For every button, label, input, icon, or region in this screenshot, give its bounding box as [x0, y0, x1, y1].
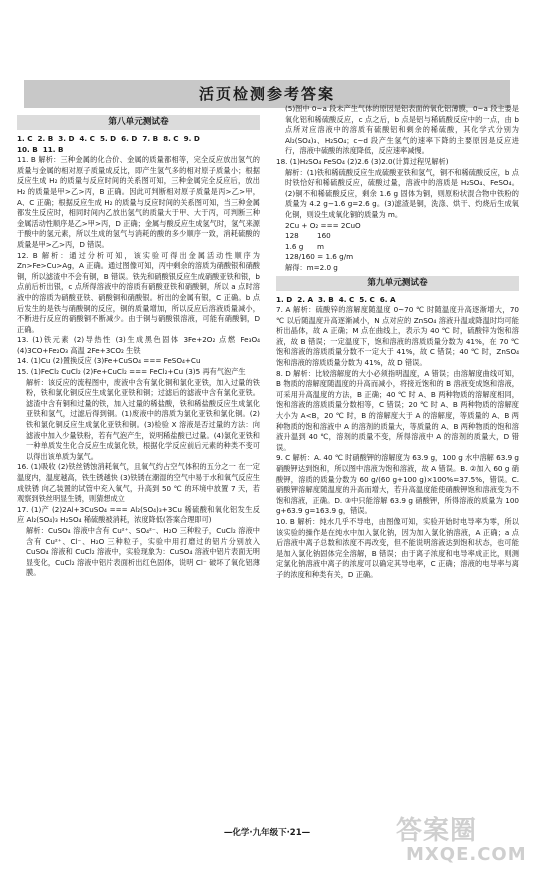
calc-result: 解得：m=2.0 g	[285, 262, 338, 272]
unit8-title: 第八单元测试卷	[17, 115, 260, 130]
q18-answer: 18. (1)H₂SO₄ FeSO₄ (2)2.6 (3)2.0(计算过程见解析)	[276, 156, 449, 166]
q17-explanation: 解析：CuSO₄ 溶液中含有 Cu²⁺、SO₄²⁻、H₂O 三种粒子，CuCl₂ 溶液中含有 Cu²⁺、Cl⁻、H₂O 三种粒子，实验中用打磨过的铝片分别放入 CuSO₄ 溶液和 CuCl₂ 溶液中，实验现象为：CuSO₄ 溶液中铝片表面无明显变化，CuCl₂ 溶液中铝片表面析出红色固体，说明 Cl⁻ 破坏了氧化铝薄膜。	[26, 525, 260, 578]
q15-explanation: 解析：该反应的流程图中，废液中含有氯化铜和氯化亚铁，加入过量的铁粉，铁和氯化铜反应生成氯化亚铁和铜；过滤后的滤液中含有氯化亚铁。滤渣中含有铜和过量的铁，加入过量的稀盐酸，铁和稀盐酸反应生成氯化亚铁和氢气，过滤后得到铜。(1)废液中的溶质为氯化亚铁和氯化铜。(2)铁和氯化铜反应生成氯化亚铁和铜。(3)检验 X 溶液是否过量的方法：向滤液中加入少量铁粉，若有气泡产生，说明稀盐酸已过量。(4)氯化亚铁和一种单质发生化合反应生成氯化铁，根据化学反应前后元素的种类不变可以得出该单质为氯气。	[26, 377, 260, 461]
q14-answer: 14. (1)Cu (2)置换反应 (3)Fe+CuSO₄ === FeSO₄+Cu	[17, 356, 201, 366]
right-column	[276, 104, 519, 581]
q8-explanation: 8. D 解析：比较溶解度的大小必须指明温度，A 错误；由溶解度曲线可知，B 物质的溶解度随温度的升高而减小，将接近饱和的 B 溶液变成饱和溶液，可采用升高温度的方法，B 正确；40 ℃ 时 A、B 两种物质的溶解度相同，饱和溶液的溶质质量分数相等，C 错误；20 ℃ 时 A、B 两种物质的溶解度大小为 A<B，20 ℃ 时，B 的溶解度大于 A 的溶解度，等质量的 A、B 两种物质的饱和溶液中 A 的溶剂的质量大，等质量的 A、B 两种物质的饱和溶液升温到 40 ℃，溶剂的质量不变，所得溶液中 A 的溶剂的质量大，D 错误。	[276, 368, 519, 452]
q9-explanation: 9. C 解析：A. 40 ℃ 时硝酸钾的溶解度为 63.9 g，100 g 水中溶解 63.9 g 硝酸钾达到饱和，所以图中溶液为饱和溶液，故 A 错误。B. ②加入 60 g 硝酸钾，溶质的质量分数为 60 g/(60 g+100 g)×100%=37.5%，错误。C. 硝酸钾溶解度随温度的升高而增大，若升高温度能使硝酸钾饱和溶液变为不饱和溶液，正确。D. ③中只能溶解 63.9 g 硝酸钾，所得溶液的质量为 100 g+63.9 g=163.9 g，错误。	[276, 453, 519, 516]
q10-explanation: 10. B 解析：纯水几乎不导电，由图像可知，实验开始时电导率为零，所以该实验的操作是在纯水中加入氯化钠，因为加入氯化钠溶液，A 正确；a 点后溶液中离子总数和浓度不再改变，但不能说明溶液达到饱和状态，也可能是加入氯化钠固体完全溶解，B 错误；由于离子浓度和电导率成正比，则测定氯化钠溶液中离子的浓度可以确定其导电率，C 正确；溶液的电导率与离子的浓度和种类有关，D 正确。	[276, 516, 519, 579]
q17-continued: (5)图中 0~a 段未产生气体的原因是铝表面的氧化铝薄膜，0~a 段主要是氧化铝和稀硫酸反应，c 点之后，b 点是铝与稀硫酸反应中的一点，由 b 点所对应溶液中的溶质有硫酸铝和剩余的稀硫酸，其化学式分别为 Al₂(SO₄)₃、H₂SO₄；c~d 段产生氢气的速率下降的主要原因是反应进行，溶液中硫酸的浓度降低，反应速率减慢。	[285, 104, 519, 156]
unit8-answers-1: 1. C 2. B 3. D 4. C 5. D 6. D 7. B 8. C 9. D	[17, 134, 200, 143]
unit9-answers-1: 1. D 2. A 3. B 4. C 5. C 6. A	[276, 294, 396, 304]
unit8-answers-2: 10. B 11. B	[17, 144, 64, 154]
calc-equation: 2Cu + O₂ === 2CuO	[285, 220, 361, 230]
page-footer: —化学·九年级下·21—	[223, 828, 311, 838]
watermark	[392, 808, 534, 874]
calc-proportion: 128/160 = 1.6 g/m	[285, 252, 354, 262]
q16-answer: 16. (1)吸收 (2)铁丝锈蚀消耗氧气，且氧气约占空气体积的五分之一 在一定温度内，温度越高，铁生锈越快 (3)铁锈在潮湿的空气中易于水和氧气反应生成铁锈 向乙装置的试管中充入氧气，升高到 50 ℃ 的环境中放置 7 天，若观察到铁丝明显生锈，则猜想成立	[17, 462, 260, 504]
page-title: 活页检测参考答案	[24, 80, 510, 108]
unit9-title: 第九单元测试卷	[276, 276, 519, 291]
watermark-url: MXQE.COM	[406, 844, 527, 865]
left-column	[17, 113, 260, 579]
q12-explanation: 12. B 解析：通过分析可知，该实验可得出金属活动性顺序为 Zn>Fe>Cu>Ag，A 正确。通过图像可知，丙中剩余的溶质为硝酸银和硝酸铜，所以滤渣中不会有铜，B 错误。铁先和硝酸银反应生成硝酸亚铁和银，b 点前后析出银，c 点所得溶液中的溶质有硝酸亚铁和硝酸铜，所以 a 点时溶液中的溶质为硝酸亚铁、硝酸铜和硝酸银。析出的金属有银，C 正确。b 点后发生的是铁与硝酸铜的反应，铜的质量增加，所以反应后溶液质量减小，不断进行反应的硝酸铜不断减少。由于铜与硝酸银溶液，可能有硝酸铜，D 正确。	[17, 250, 260, 334]
q11-explanation: 11. B 解析：三种金属的化合价、金属的质量都相等，完全反应放出氢气的质量与金属的相对原子质量成反比，即产生氢气多的相对原子质量小；根据反应生成 H₂ 的质量与反应时间的关系图可知，三种金属完全反应后，放出 H₂ 的质量是甲>乙>丙，B 正确。因此可判断相对原子质量是丙>乙>甲，A、C 正确；根据反应生成 H₂ 的质量与反应时间的关系图可知，当三种金属都发生反应时，相同时间内乙放出氢气的质量大于甲、大于丙，可判断三种金属活动性顺序是乙>甲>丙，D 正确；金属与酸反应生成氢气时，氢气来源于酸中的氢元素，所以生成的氢气与消耗的酸的多少顺序一致，消耗硫酸的质量是甲>乙>丙，D 错误。	[17, 155, 260, 249]
watermark-top: 答案圈	[396, 816, 478, 846]
q18-explanation: 解析：(1)铁和稀硫酸反应生成硫酸亚铁和氢气，铜不和稀硫酸反应，b 点时铁恰好和稀硫酸反应，硫酸过量，溶液中的溶质是 H₂SO₄、FeSO₄。(2)铜不和稀硫酸反应，剩余 1.6 g 固体为铜，则原粉状混合物中铁粉的质量为 4.2 g−1.6 g=2.6 g。(3)滤渣是铜，洗涤、烘干、灼烧后生成氧化铜，则设生成氧化铜的质量为 m。	[285, 167, 519, 219]
q15-answer: 15. (1)FeCl₂ CuCl₂ (2)Fe+CuCl₂ === FeCl₂+Cu (3)5 再有气泡产生	[17, 367, 246, 377]
q7-explanation: 7. A 解析：硫酸锌的溶解度随温度 0~70 ℃ 时随温度升高逐渐增大，70 ℃ 以后随温度升高逐渐减小，N 点对应的 ZnSO₄ 溶液升温或降温时均可能析出晶体，故 A 正确；M 点在曲线上，表示为 40 ℃ 时，硫酸锌为饱和溶液，故 B 错误；一定温度下，饱和溶液的溶质质量分数为 41%，在 70 ℃ 饱和溶液的溶质质量分数不一定大于 41%，故 C 错误；40 ℃ 时，ZnSO₄ 饱和溶液的溶质质量分数为 41%，故 D 错误。	[276, 305, 519, 368]
q13-answer: 13. (1)铁元素 (2)导热性 (3)生成黑色固体 3Fe+2O₂ 点燃 Fe₃O₄ (4)3CO+Fe₂O₃ 高温 2Fe+3CO₂ 生铁	[17, 335, 260, 355]
calc-ratio-mass: 128 160	[285, 231, 331, 241]
calc-ratio-values: 1.6 g m	[285, 241, 324, 251]
q17-answer: 17. (1)产 (2)2Al+3CuSO₄ === Al₂(SO₄)₃+3Cu 稀硫酸和氧化铝发生反应 Al₂(SO₄)₃ H₂SO₄ 稀硫酸被消耗，浓度降低(答案合理即可)	[17, 504, 260, 525]
